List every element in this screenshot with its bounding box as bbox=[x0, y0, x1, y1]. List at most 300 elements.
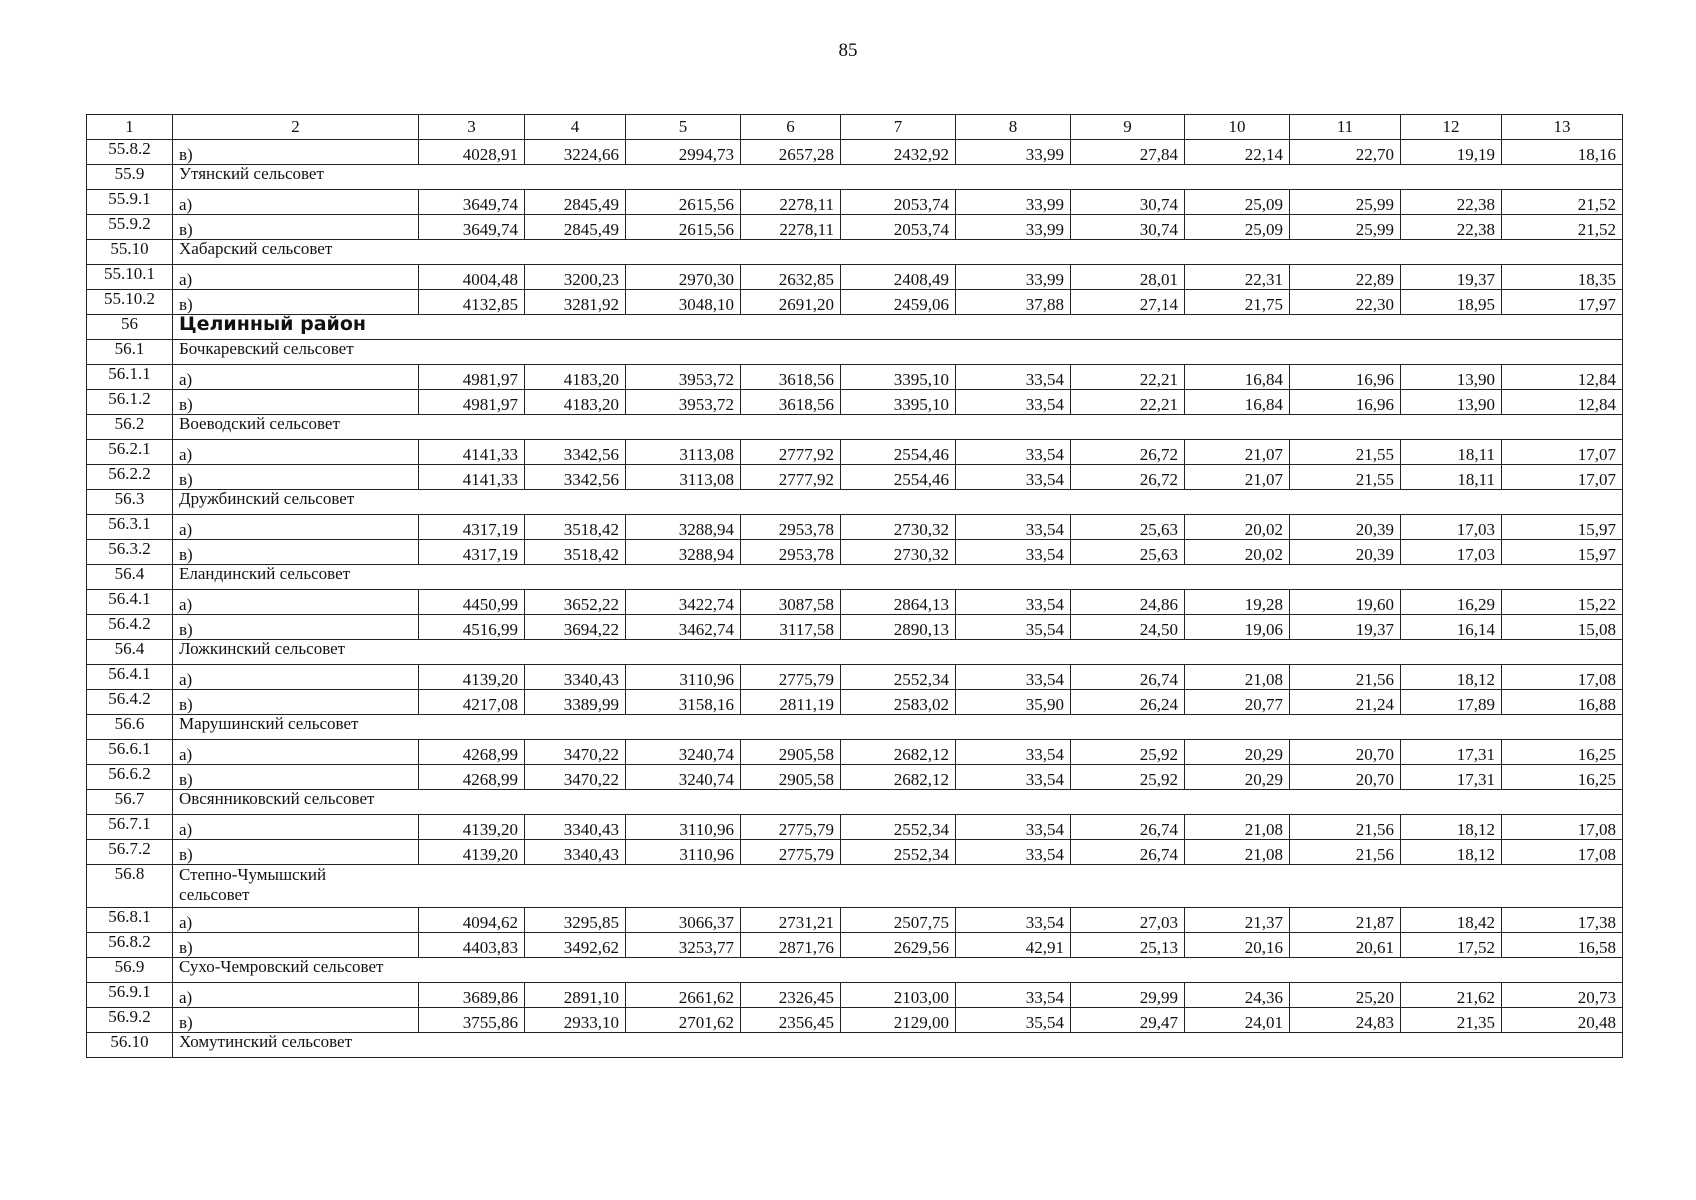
value-cell: 18,35 bbox=[1502, 265, 1623, 290]
value-cell: 2459,06 bbox=[841, 290, 956, 315]
value-cell: 3618,56 bbox=[741, 365, 841, 390]
column-header: 7 bbox=[841, 115, 956, 140]
value-cell: 24,86 bbox=[1071, 590, 1185, 615]
value-cell: 26,24 bbox=[1071, 690, 1185, 715]
value-cell: 3110,96 bbox=[626, 665, 741, 690]
value-cell: 2615,56 bbox=[626, 215, 741, 240]
value-cell: 26,74 bbox=[1071, 815, 1185, 840]
column-header: 12 bbox=[1401, 115, 1502, 140]
table-row bbox=[87, 515, 1623, 540]
value-cell: 18,12 bbox=[1401, 665, 1502, 690]
value-cell: 18,11 bbox=[1401, 465, 1502, 490]
table-row bbox=[87, 290, 1623, 315]
row-number: 56.4.2 bbox=[87, 615, 173, 640]
value-cell: 17,31 bbox=[1401, 765, 1502, 790]
value-cell: 4268,99 bbox=[419, 740, 525, 765]
value-cell: 2701,62 bbox=[626, 1008, 741, 1033]
value-cell: 33,54 bbox=[956, 765, 1071, 790]
value-cell: 20,48 bbox=[1502, 1008, 1623, 1033]
value-cell: 20,39 bbox=[1290, 515, 1401, 540]
value-cell: 2657,28 bbox=[741, 140, 841, 165]
section-row bbox=[87, 415, 1623, 440]
value-cell: 2278,11 bbox=[741, 190, 841, 215]
value-cell: 2356,45 bbox=[741, 1008, 841, 1033]
section-row bbox=[87, 790, 1623, 815]
value-cell: 22,14 bbox=[1185, 140, 1290, 165]
value-cell: 2053,74 bbox=[841, 190, 956, 215]
value-cell: 26,72 bbox=[1071, 465, 1185, 490]
value-cell: 2632,85 bbox=[741, 265, 841, 290]
column-header: 4 bbox=[525, 115, 626, 140]
value-cell: 25,09 bbox=[1185, 215, 1290, 240]
district-name: Целинный район bbox=[173, 315, 1623, 340]
row-number: 56.4 bbox=[87, 565, 173, 590]
value-cell: 33,54 bbox=[956, 365, 1071, 390]
section-name: Утянский сельсовет bbox=[173, 165, 1623, 190]
value-cell: 20,61 bbox=[1290, 933, 1401, 958]
value-cell: 20,70 bbox=[1290, 740, 1401, 765]
value-cell: 16,96 bbox=[1290, 390, 1401, 415]
row-label: а) bbox=[173, 908, 419, 933]
value-cell: 13,90 bbox=[1401, 365, 1502, 390]
value-cell: 21,55 bbox=[1290, 440, 1401, 465]
tariff-table bbox=[86, 114, 1623, 1058]
row-label: в) bbox=[173, 1008, 419, 1033]
value-cell: 27,84 bbox=[1071, 140, 1185, 165]
value-cell: 22,38 bbox=[1401, 190, 1502, 215]
column-header: 2 bbox=[173, 115, 419, 140]
value-cell: 22,89 bbox=[1290, 265, 1401, 290]
value-cell: 33,54 bbox=[956, 590, 1071, 615]
table-body bbox=[87, 115, 1623, 1058]
table-row bbox=[87, 465, 1623, 490]
column-header: 8 bbox=[956, 115, 1071, 140]
value-cell: 3110,96 bbox=[626, 815, 741, 840]
value-cell: 3649,74 bbox=[419, 190, 525, 215]
value-cell: 3117,58 bbox=[741, 615, 841, 640]
value-cell: 33,54 bbox=[956, 465, 1071, 490]
value-cell: 25,63 bbox=[1071, 515, 1185, 540]
row-label: а) bbox=[173, 665, 419, 690]
row-label: а) bbox=[173, 740, 419, 765]
value-cell: 17,31 bbox=[1401, 740, 1502, 765]
value-cell: 4139,20 bbox=[419, 815, 525, 840]
value-cell: 17,52 bbox=[1401, 933, 1502, 958]
value-cell: 2552,34 bbox=[841, 665, 956, 690]
row-number: 56.4.2 bbox=[87, 690, 173, 715]
value-cell: 25,92 bbox=[1071, 765, 1185, 790]
row-number: 56.9.2 bbox=[87, 1008, 173, 1033]
column-header: 5 bbox=[626, 115, 741, 140]
row-number: 56.4.1 bbox=[87, 665, 173, 690]
value-cell: 12,84 bbox=[1502, 365, 1623, 390]
row-number: 56.3.1 bbox=[87, 515, 173, 540]
value-cell: 4217,08 bbox=[419, 690, 525, 715]
value-cell: 30,74 bbox=[1071, 215, 1185, 240]
value-cell: 3113,08 bbox=[626, 440, 741, 465]
value-cell: 3652,22 bbox=[525, 590, 626, 615]
table-row bbox=[87, 440, 1623, 465]
value-cell: 25,99 bbox=[1290, 190, 1401, 215]
value-cell: 21,08 bbox=[1185, 815, 1290, 840]
value-cell: 20,16 bbox=[1185, 933, 1290, 958]
value-cell: 17,89 bbox=[1401, 690, 1502, 715]
value-cell: 21,08 bbox=[1185, 665, 1290, 690]
row-number: 56.6.2 bbox=[87, 765, 173, 790]
value-cell: 28,01 bbox=[1071, 265, 1185, 290]
row-number: 56.9.1 bbox=[87, 983, 173, 1008]
value-cell: 4183,20 bbox=[525, 365, 626, 390]
section-row bbox=[87, 340, 1623, 365]
value-cell: 33,54 bbox=[956, 740, 1071, 765]
value-cell: 16,84 bbox=[1185, 390, 1290, 415]
value-cell: 24,01 bbox=[1185, 1008, 1290, 1033]
value-cell: 2777,92 bbox=[741, 440, 841, 465]
section-name: Дружбинский сельсовет bbox=[173, 490, 1623, 515]
row-label: в) bbox=[173, 765, 419, 790]
row-number: 56.2.2 bbox=[87, 465, 173, 490]
value-cell: 2731,21 bbox=[741, 908, 841, 933]
row-label: в) bbox=[173, 465, 419, 490]
value-cell: 2278,11 bbox=[741, 215, 841, 240]
value-cell: 2775,79 bbox=[741, 815, 841, 840]
value-cell: 3066,37 bbox=[626, 908, 741, 933]
value-cell: 3087,58 bbox=[741, 590, 841, 615]
value-cell: 4139,20 bbox=[419, 840, 525, 865]
row-number: 55.10 bbox=[87, 240, 173, 265]
value-cell: 4516,99 bbox=[419, 615, 525, 640]
value-cell: 35,54 bbox=[956, 615, 1071, 640]
value-cell: 33,54 bbox=[956, 815, 1071, 840]
section-name: Овсянниковский сельсовет bbox=[173, 790, 1623, 815]
page-number: 85 bbox=[838, 40, 858, 61]
row-number: 56.3.2 bbox=[87, 540, 173, 565]
value-cell: 25,09 bbox=[1185, 190, 1290, 215]
value-cell: 3340,43 bbox=[525, 815, 626, 840]
row-label: в) bbox=[173, 390, 419, 415]
value-cell: 21,52 bbox=[1502, 190, 1623, 215]
value-cell: 29,99 bbox=[1071, 983, 1185, 1008]
value-cell: 21,56 bbox=[1290, 665, 1401, 690]
value-cell: 22,30 bbox=[1290, 290, 1401, 315]
section-row bbox=[87, 715, 1623, 740]
value-cell: 21,56 bbox=[1290, 815, 1401, 840]
value-cell: 19,60 bbox=[1290, 590, 1401, 615]
table-row bbox=[87, 665, 1623, 690]
row-number: 56.9 bbox=[87, 958, 173, 983]
value-cell: 27,03 bbox=[1071, 908, 1185, 933]
value-cell: 22,21 bbox=[1071, 390, 1185, 415]
section-row bbox=[87, 165, 1623, 190]
row-number: 55.9 bbox=[87, 165, 173, 190]
value-cell: 19,19 bbox=[1401, 140, 1502, 165]
value-cell: 3113,08 bbox=[626, 465, 741, 490]
value-cell: 3200,23 bbox=[525, 265, 626, 290]
value-cell: 2845,49 bbox=[525, 215, 626, 240]
row-number: 56.2 bbox=[87, 415, 173, 440]
column-header: 6 bbox=[741, 115, 841, 140]
value-cell: 20,77 bbox=[1185, 690, 1290, 715]
section-row bbox=[87, 565, 1623, 590]
row-number: 56.7.2 bbox=[87, 840, 173, 865]
row-label: в) bbox=[173, 215, 419, 240]
row-number: 56.8.1 bbox=[87, 908, 173, 933]
row-number: 56.1 bbox=[87, 340, 173, 365]
value-cell: 20,02 bbox=[1185, 515, 1290, 540]
value-cell: 3158,16 bbox=[626, 690, 741, 715]
value-cell: 2682,12 bbox=[841, 740, 956, 765]
value-cell: 3389,99 bbox=[525, 690, 626, 715]
value-cell: 2432,92 bbox=[841, 140, 956, 165]
value-cell: 2994,73 bbox=[626, 140, 741, 165]
value-cell: 27,14 bbox=[1071, 290, 1185, 315]
row-number: 56.7 bbox=[87, 790, 173, 815]
row-label: в) bbox=[173, 290, 419, 315]
table-row bbox=[87, 933, 1623, 958]
row-number: 56 bbox=[87, 315, 173, 340]
value-cell: 2552,34 bbox=[841, 840, 956, 865]
table-row bbox=[87, 908, 1623, 933]
value-cell: 4317,19 bbox=[419, 515, 525, 540]
value-cell: 2775,79 bbox=[741, 665, 841, 690]
row-number: 56.1.1 bbox=[87, 365, 173, 390]
value-cell: 16,25 bbox=[1502, 740, 1623, 765]
row-number: 56.1.2 bbox=[87, 390, 173, 415]
value-cell: 3048,10 bbox=[626, 290, 741, 315]
value-cell: 3395,10 bbox=[841, 390, 956, 415]
value-cell: 2554,46 bbox=[841, 440, 956, 465]
value-cell: 3492,62 bbox=[525, 933, 626, 958]
row-label: в) bbox=[173, 840, 419, 865]
section-row bbox=[87, 240, 1623, 265]
section-name: Ложкинский сельсовет bbox=[173, 640, 1623, 665]
table-row bbox=[87, 1008, 1623, 1033]
row-label: а) bbox=[173, 365, 419, 390]
table-row bbox=[87, 190, 1623, 215]
row-number: 56.4 bbox=[87, 640, 173, 665]
value-cell: 2554,46 bbox=[841, 465, 956, 490]
value-cell: 3240,74 bbox=[626, 740, 741, 765]
value-cell: 2845,49 bbox=[525, 190, 626, 215]
value-cell: 20,29 bbox=[1185, 740, 1290, 765]
value-cell: 2129,00 bbox=[841, 1008, 956, 1033]
value-cell: 25,99 bbox=[1290, 215, 1401, 240]
value-cell: 15,97 bbox=[1502, 540, 1623, 565]
value-cell: 33,54 bbox=[956, 840, 1071, 865]
value-cell: 2953,78 bbox=[741, 540, 841, 565]
row-label: в) bbox=[173, 540, 419, 565]
value-cell: 17,03 bbox=[1401, 540, 1502, 565]
value-cell: 3953,72 bbox=[626, 365, 741, 390]
row-number: 55.9.2 bbox=[87, 215, 173, 240]
table-row bbox=[87, 590, 1623, 615]
value-cell: 22,31 bbox=[1185, 265, 1290, 290]
value-cell: 16,88 bbox=[1502, 690, 1623, 715]
value-cell: 4139,20 bbox=[419, 665, 525, 690]
row-label: а) bbox=[173, 983, 419, 1008]
value-cell: 4132,85 bbox=[419, 290, 525, 315]
value-cell: 2775,79 bbox=[741, 840, 841, 865]
value-cell: 2777,92 bbox=[741, 465, 841, 490]
value-cell: 3518,42 bbox=[525, 515, 626, 540]
value-cell: 19,28 bbox=[1185, 590, 1290, 615]
value-cell: 21,07 bbox=[1185, 440, 1290, 465]
section-row bbox=[87, 865, 1623, 908]
column-header: 13 bbox=[1502, 115, 1623, 140]
value-cell: 33,54 bbox=[956, 665, 1071, 690]
section-name: Хабарский сельсовет bbox=[173, 240, 1623, 265]
value-cell: 3295,85 bbox=[525, 908, 626, 933]
value-cell: 4981,97 bbox=[419, 390, 525, 415]
value-cell: 13,90 bbox=[1401, 390, 1502, 415]
column-header: 3 bbox=[419, 115, 525, 140]
value-cell: 26,74 bbox=[1071, 840, 1185, 865]
value-cell: 2552,34 bbox=[841, 815, 956, 840]
column-header: 9 bbox=[1071, 115, 1185, 140]
section-name-text: Степно-Чумышский сельсовет bbox=[179, 865, 327, 904]
value-cell: 2682,12 bbox=[841, 765, 956, 790]
value-cell: 2507,75 bbox=[841, 908, 956, 933]
value-cell: 4450,99 bbox=[419, 590, 525, 615]
value-cell: 16,25 bbox=[1502, 765, 1623, 790]
value-cell: 16,14 bbox=[1401, 615, 1502, 640]
value-cell: 18,12 bbox=[1401, 840, 1502, 865]
value-cell: 4028,91 bbox=[419, 140, 525, 165]
value-cell: 20,02 bbox=[1185, 540, 1290, 565]
value-cell: 29,47 bbox=[1071, 1008, 1185, 1033]
row-number: 56.3 bbox=[87, 490, 173, 515]
value-cell: 21,08 bbox=[1185, 840, 1290, 865]
value-cell: 2905,58 bbox=[741, 765, 841, 790]
value-cell: 2890,13 bbox=[841, 615, 956, 640]
value-cell: 21,62 bbox=[1401, 983, 1502, 1008]
row-label: а) bbox=[173, 440, 419, 465]
value-cell: 16,58 bbox=[1502, 933, 1623, 958]
row-label: в) bbox=[173, 615, 419, 640]
value-cell: 15,08 bbox=[1502, 615, 1623, 640]
district-row bbox=[87, 315, 1623, 340]
value-cell: 4141,33 bbox=[419, 440, 525, 465]
value-cell: 2730,32 bbox=[841, 540, 956, 565]
section-name bbox=[173, 865, 1623, 908]
table-row bbox=[87, 365, 1623, 390]
value-cell: 2583,02 bbox=[841, 690, 956, 715]
section-name: Хомутинский сельсовет bbox=[173, 1033, 1623, 1058]
value-cell: 18,95 bbox=[1401, 290, 1502, 315]
value-cell: 33,99 bbox=[956, 265, 1071, 290]
table-row bbox=[87, 740, 1623, 765]
value-cell: 16,29 bbox=[1401, 590, 1502, 615]
value-cell: 21,07 bbox=[1185, 465, 1290, 490]
value-cell: 30,74 bbox=[1071, 190, 1185, 215]
value-cell: 21,52 bbox=[1502, 215, 1623, 240]
value-cell: 3755,86 bbox=[419, 1008, 525, 1033]
value-cell: 33,54 bbox=[956, 515, 1071, 540]
table-row bbox=[87, 215, 1623, 240]
column-header: 10 bbox=[1185, 115, 1290, 140]
row-number: 55.8.2 bbox=[87, 140, 173, 165]
section-row bbox=[87, 958, 1623, 983]
value-cell: 3953,72 bbox=[626, 390, 741, 415]
row-number: 55.10.1 bbox=[87, 265, 173, 290]
table-row bbox=[87, 840, 1623, 865]
value-cell: 33,54 bbox=[956, 540, 1071, 565]
value-cell: 2891,10 bbox=[525, 983, 626, 1008]
row-number: 56.8 bbox=[87, 865, 173, 908]
value-cell: 37,88 bbox=[956, 290, 1071, 315]
row-number: 55.9.1 bbox=[87, 190, 173, 215]
value-cell: 22,38 bbox=[1401, 215, 1502, 240]
value-cell: 21,35 bbox=[1401, 1008, 1502, 1033]
value-cell: 4094,62 bbox=[419, 908, 525, 933]
value-cell: 3649,74 bbox=[419, 215, 525, 240]
value-cell: 4268,99 bbox=[419, 765, 525, 790]
value-cell: 4981,97 bbox=[419, 365, 525, 390]
value-cell: 2629,56 bbox=[841, 933, 956, 958]
table-row bbox=[87, 983, 1623, 1008]
value-cell: 4141,33 bbox=[419, 465, 525, 490]
value-cell: 33,99 bbox=[956, 190, 1071, 215]
row-number: 56.6 bbox=[87, 715, 173, 740]
table-row bbox=[87, 765, 1623, 790]
value-cell: 3470,22 bbox=[525, 765, 626, 790]
value-cell: 33,99 bbox=[956, 215, 1071, 240]
value-cell: 33,54 bbox=[956, 440, 1071, 465]
value-cell: 4317,19 bbox=[419, 540, 525, 565]
value-cell: 3224,66 bbox=[525, 140, 626, 165]
value-cell: 12,84 bbox=[1502, 390, 1623, 415]
section-name: Сухо-Чемровский сельсовет bbox=[173, 958, 1623, 983]
value-cell: 3340,43 bbox=[525, 665, 626, 690]
value-cell: 3240,74 bbox=[626, 765, 741, 790]
row-label: а) bbox=[173, 265, 419, 290]
value-cell: 3281,92 bbox=[525, 290, 626, 315]
section-name: Воеводский сельсовет bbox=[173, 415, 1623, 440]
value-cell: 17,07 bbox=[1502, 440, 1623, 465]
row-label: а) bbox=[173, 815, 419, 840]
value-cell: 42,91 bbox=[956, 933, 1071, 958]
section-row bbox=[87, 490, 1623, 515]
row-label: а) bbox=[173, 190, 419, 215]
value-cell: 25,13 bbox=[1071, 933, 1185, 958]
value-cell: 19,06 bbox=[1185, 615, 1290, 640]
table-row bbox=[87, 390, 1623, 415]
value-cell: 35,54 bbox=[956, 1008, 1071, 1033]
value-cell: 18,42 bbox=[1401, 908, 1502, 933]
value-cell: 35,90 bbox=[956, 690, 1071, 715]
value-cell: 2864,13 bbox=[841, 590, 956, 615]
value-cell: 22,70 bbox=[1290, 140, 1401, 165]
value-cell: 19,37 bbox=[1401, 265, 1502, 290]
table-row bbox=[87, 540, 1623, 565]
value-cell: 33,54 bbox=[956, 908, 1071, 933]
table-row bbox=[87, 690, 1623, 715]
value-cell: 2661,62 bbox=[626, 983, 741, 1008]
header-row bbox=[87, 115, 1623, 140]
value-cell: 3689,86 bbox=[419, 983, 525, 1008]
value-cell: 3462,74 bbox=[626, 615, 741, 640]
value-cell: 21,56 bbox=[1290, 840, 1401, 865]
value-cell: 26,72 bbox=[1071, 440, 1185, 465]
row-number: 56.6.1 bbox=[87, 740, 173, 765]
section-name: Бочкаревский сельсовет bbox=[173, 340, 1623, 365]
row-number: 56.7.1 bbox=[87, 815, 173, 840]
value-cell: 3694,22 bbox=[525, 615, 626, 640]
row-number: 56.4.1 bbox=[87, 590, 173, 615]
value-cell: 16,84 bbox=[1185, 365, 1290, 390]
value-cell: 24,50 bbox=[1071, 615, 1185, 640]
table-row bbox=[87, 615, 1623, 640]
